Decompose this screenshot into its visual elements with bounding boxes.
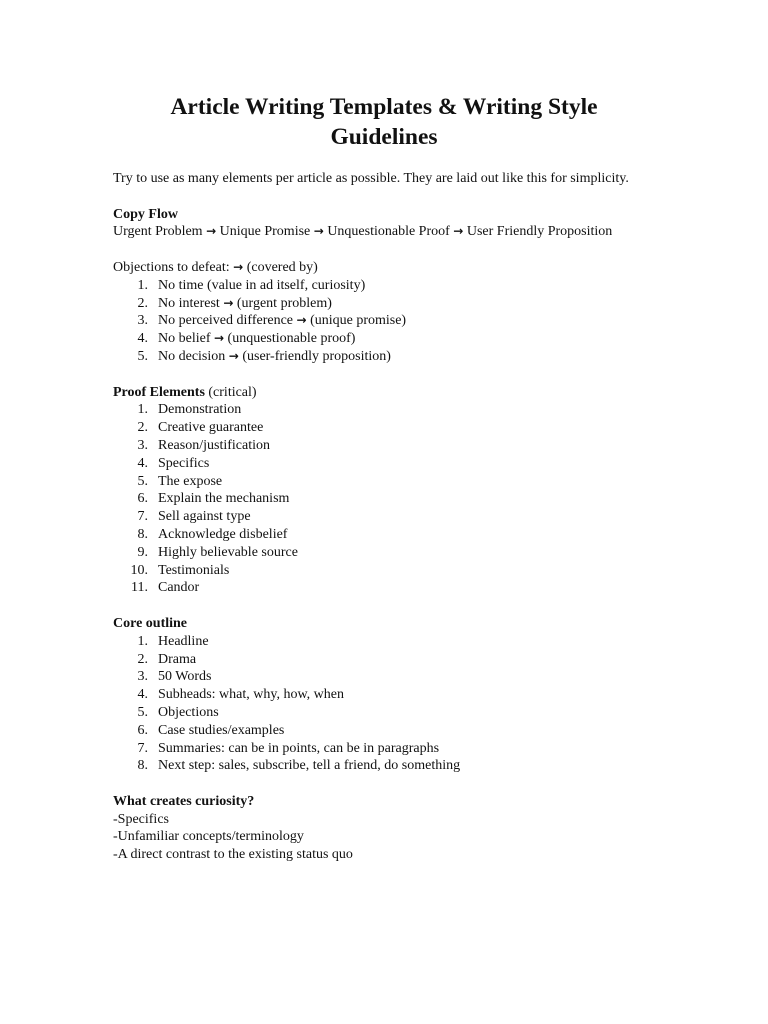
list-item xyxy=(113,419,633,437)
objections-section xyxy=(113,259,633,366)
arrow-right-icon: → xyxy=(206,224,217,239)
list-item-text: Drama xyxy=(158,651,197,667)
title-line-2: Guidelines xyxy=(330,124,438,150)
list-item xyxy=(113,651,633,669)
spacer xyxy=(113,188,633,206)
copy-flow-steps xyxy=(113,223,633,241)
list-number: 1. xyxy=(137,402,148,418)
list-item xyxy=(113,455,633,473)
list-item-text: Headline xyxy=(158,633,209,649)
list-item xyxy=(113,562,633,580)
list-item xyxy=(113,437,633,455)
list-number: 4. xyxy=(137,331,148,347)
list-number: 5. xyxy=(137,704,148,720)
spacer xyxy=(113,597,633,615)
list-item-text: Demonstration xyxy=(158,402,242,418)
list-item xyxy=(113,740,633,758)
proof-elements-section xyxy=(113,384,633,598)
list-item xyxy=(113,295,633,313)
list-item xyxy=(113,277,633,295)
list-number: 2. xyxy=(137,295,148,311)
list-item xyxy=(113,508,633,526)
objections-heading xyxy=(113,259,633,277)
spacer xyxy=(113,366,633,384)
list-number: 5. xyxy=(137,348,148,364)
objections-heading-suffix: (covered by) xyxy=(246,259,318,275)
arrow-right-icon: → xyxy=(313,224,324,239)
list-item xyxy=(113,757,633,775)
list-item xyxy=(113,722,633,740)
copy-flow-heading: Copy Flow xyxy=(113,206,178,222)
document-title xyxy=(100,92,668,152)
list-item-text: Candor xyxy=(158,580,200,596)
list-item-text: Subheads: what, why, how, when xyxy=(158,687,344,703)
curiosity-heading: What creates curiosity? xyxy=(113,793,255,809)
document-body xyxy=(113,170,633,864)
list-item-text: 50 Words xyxy=(158,669,212,685)
list-item xyxy=(113,473,633,491)
arrow-right-icon: → xyxy=(296,313,307,328)
objections-heading-label: Objections to defeat: xyxy=(113,259,230,275)
list-item xyxy=(113,704,633,722)
list-item-text: No time (value in ad itself, curiosity) xyxy=(158,277,366,293)
list-number: 1. xyxy=(137,633,148,649)
list-number: 2. xyxy=(137,420,148,436)
list-item-text: Summaries: can be in points, can be in paragraphs xyxy=(158,740,440,756)
list-item-text: Objections xyxy=(158,704,219,720)
list-item-text: Highly believable source xyxy=(158,544,298,560)
arrow-right-icon: → xyxy=(453,224,464,239)
list-item xyxy=(113,579,633,597)
list-number: 3. xyxy=(137,437,148,453)
list-item xyxy=(113,544,633,562)
curiosity-item: -A direct contrast to the existing status quo xyxy=(113,847,353,863)
arrow-right-icon: → xyxy=(223,295,234,310)
list-number: 1. xyxy=(137,277,148,293)
copy-flow-section xyxy=(113,206,633,242)
curiosity-section xyxy=(113,793,633,864)
list-item xyxy=(113,668,633,686)
core-outline-section xyxy=(113,615,633,775)
list-item-text: Reason/justification xyxy=(158,437,270,453)
list-item xyxy=(113,312,633,330)
core-outline-heading: Core outline xyxy=(113,615,188,631)
list-item-text: Sell against type xyxy=(158,509,251,525)
copy-flow-step: User Friendly Proposition xyxy=(466,224,613,240)
proof-elements-heading-suffix: (critical) xyxy=(208,384,257,400)
objections-list xyxy=(113,277,633,366)
proof-elements-list xyxy=(113,401,633,597)
list-number: 6. xyxy=(137,722,148,738)
list-number: 6. xyxy=(137,491,148,507)
list-item-text: No interest xyxy=(158,295,220,311)
list-number: 7. xyxy=(137,740,148,756)
list-item-text: Next step: sales, subscribe, tell a friend, do something xyxy=(158,758,461,774)
list-item xyxy=(113,401,633,419)
copy-flow-step: Urgent Problem xyxy=(113,224,203,240)
copy-flow-step: Unquestionable Proof xyxy=(327,224,450,240)
list-item-text: The expose xyxy=(158,473,223,489)
list-item xyxy=(113,330,633,348)
list-item xyxy=(113,526,633,544)
title-line-1: Article Writing Templates & Writing Style xyxy=(170,94,598,120)
list-item-text: No perceived difference xyxy=(158,313,293,329)
copy-flow-step: Unique Promise xyxy=(219,224,311,240)
spacer xyxy=(113,241,633,259)
proof-elements-heading xyxy=(113,384,633,402)
list-item-text: Testimonials xyxy=(158,562,230,578)
list-number: 2. xyxy=(137,651,148,667)
list-item xyxy=(113,633,633,651)
list-number: 3. xyxy=(137,669,148,685)
intro-paragraph: Try to use as many elements per article as possible. They are laid out like this for simplicity. xyxy=(113,171,629,186)
list-item-text: Creative guarantee xyxy=(158,420,264,436)
list-number: 9. xyxy=(137,544,148,560)
spacer xyxy=(113,775,633,793)
list-number: 10. xyxy=(130,562,148,578)
list-item-text: No decision xyxy=(158,348,226,364)
list-number: 8. xyxy=(137,758,148,774)
list-item-text: Case studies/examples xyxy=(158,722,285,738)
curiosity-item: -Specifics xyxy=(113,811,169,827)
list-item-text: Explain the mechanism xyxy=(158,491,290,507)
list-item-text: Specifics xyxy=(158,455,210,471)
list-item-text: Acknowledge disbelief xyxy=(158,526,288,542)
list-item-text: No belief xyxy=(158,331,211,347)
list-item xyxy=(113,348,633,366)
list-number: 3. xyxy=(137,313,148,329)
proof-elements-heading-label: Proof Elements xyxy=(113,384,205,400)
curiosity-item: -Unfamiliar concepts/terminology xyxy=(113,829,304,845)
list-item-covered-by: (unique promise) xyxy=(310,313,407,329)
list-number: 11. xyxy=(131,580,148,596)
arrow-right-icon: → xyxy=(233,259,244,274)
arrow-right-icon: → xyxy=(228,348,239,363)
list-item-covered-by: (urgent problem) xyxy=(236,295,332,311)
list-item xyxy=(113,490,633,508)
core-outline-list xyxy=(113,633,633,775)
list-item-covered-by: (user-friendly proposition) xyxy=(242,348,391,364)
list-item-covered-by: (unquestionable proof) xyxy=(227,331,356,347)
list-item xyxy=(113,686,633,704)
list-number: 8. xyxy=(137,526,148,542)
list-number: 4. xyxy=(137,455,148,471)
arrow-right-icon: → xyxy=(213,331,225,346)
list-number: 5. xyxy=(137,473,148,489)
list-number: 4. xyxy=(137,687,148,703)
list-number: 7. xyxy=(137,509,148,525)
